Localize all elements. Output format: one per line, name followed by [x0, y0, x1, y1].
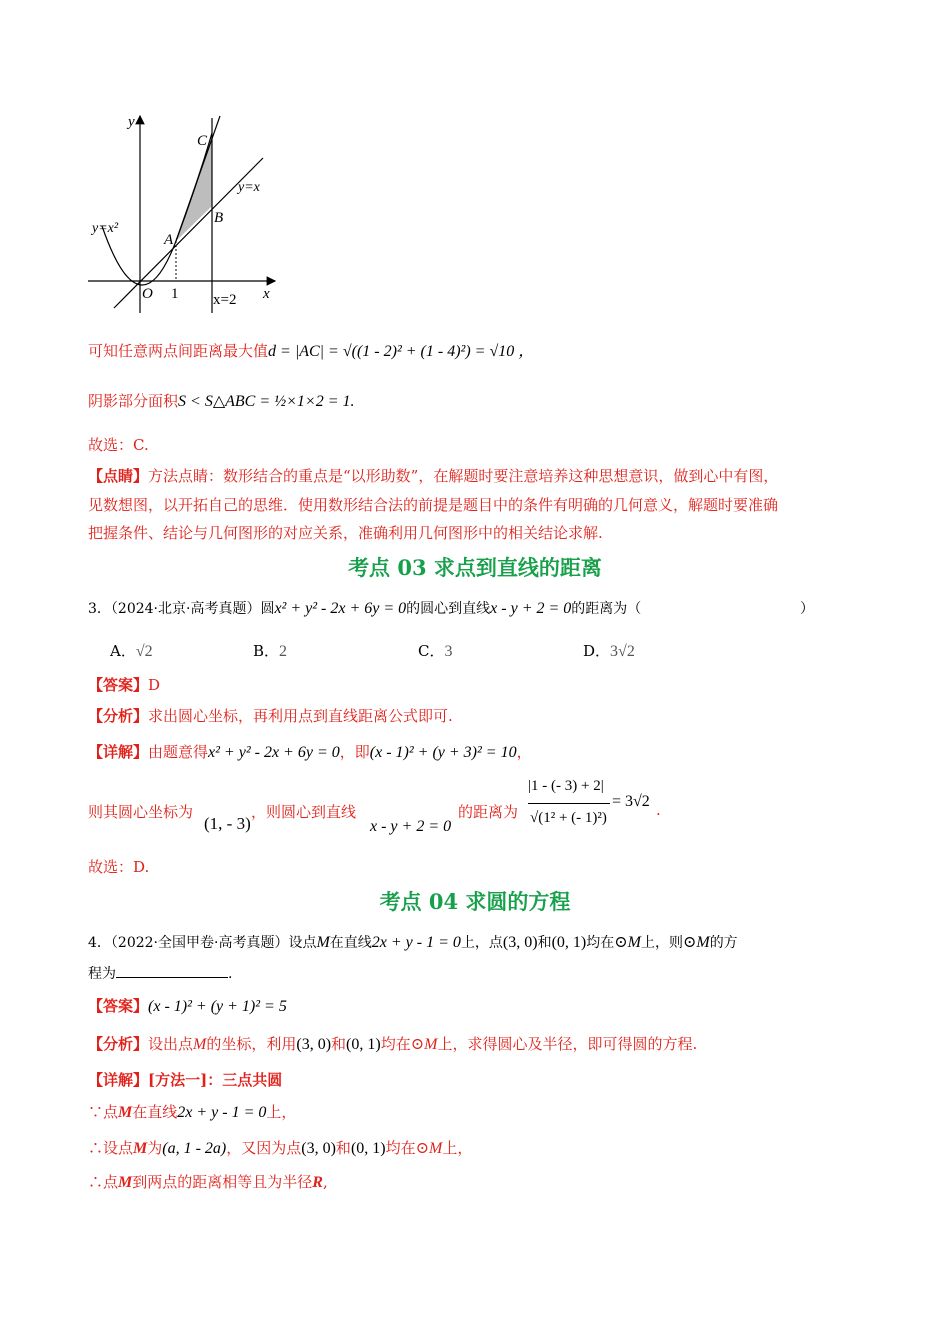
- fraction-bar: [528, 803, 610, 804]
- choice-c: 故选：C.: [88, 436, 149, 454]
- answer-blank[interactable]: [116, 963, 228, 978]
- area-line: 阴影部分面积S < S△ABC = ½×1×2 = 1.: [88, 392, 355, 410]
- tip-line-3: 把握条件、结论与几何图形的对应关系，准确利用几何图形中的相关结论求解.: [88, 524, 603, 542]
- question-4-line-2: 程为 .: [88, 963, 232, 983]
- option-b[interactable]: B．2: [253, 642, 288, 660]
- center-coords: (1, - 3): [204, 814, 251, 833]
- x-axis-label: x: [263, 286, 270, 302]
- analysis-4: 【分析】设出点M的坐标，利用(3, 0)和(0, 1)均在⊙M上，求得圆心及半径，即可得圆的方程.: [88, 1035, 698, 1053]
- distance-end: .: [656, 801, 661, 819]
- line-equation-2: x - y + 2 = 0: [370, 818, 452, 835]
- answer-4: 【答案】(x - 1)² + (y + 1)² = 5: [88, 997, 287, 1015]
- distance-text: 的距离为: [458, 803, 519, 821]
- option-a[interactable]: A．√2: [110, 642, 153, 660]
- area-formula: S < S△ABC = ½×1×2 = 1.: [178, 393, 355, 410]
- question-3: 3．（2024·北京·高考真题）圆x² + y² - 2x + 6y = 0的圆心到直线x - y + 2 = 0的距离为（: [88, 600, 642, 617]
- choice-d: 故选：D.: [88, 858, 150, 876]
- question-4: 4．（2022·全国甲卷·高考真题）设点M在直线2x + y - 1 = 0上，点(3, 0)和(0, 1)均在⊙M上，则⊙M的方: [88, 934, 738, 951]
- detail-3: 【详解】由题意得x² + y² - 2x + 6y = 0，即(x - 1)² + (y + 3)² = 10，: [88, 743, 532, 761]
- section-04-title: 考点 04 求圆的方程: [379, 889, 571, 914]
- function-graph-figure: [80, 108, 290, 318]
- analysis-3: 【分析】求出圆心坐标，再利用点到直线距离公式即可.: [88, 707, 453, 725]
- y-axis-label: y: [128, 114, 135, 130]
- tick-1-label: 1: [171, 286, 179, 302]
- answer-3: 【答案】D: [88, 676, 161, 694]
- point-b-label: B: [214, 210, 224, 226]
- max-distance-line: 可知任意两点间距离最大值d = |AC| = √((1 - 2)² + (1 - 4)²) = √10 ，: [88, 342, 535, 360]
- option-d[interactable]: D．3√2: [583, 642, 635, 660]
- step-3: ∴点M到两点的距离相等且为半径R,: [88, 1173, 328, 1191]
- tip-line-2: 见数想图，以开拓自己的思维．使用数形结合法的前提是题目中的条件有明确的几何意义，解题时要准确: [88, 496, 779, 514]
- center-b: ，则圆心到直线: [251, 803, 357, 821]
- step-1: ∵点M在直线2x + y - 1 = 0上，: [88, 1103, 297, 1121]
- point-a-label: A: [164, 232, 174, 248]
- distance-result: = 3√2: [612, 793, 650, 810]
- line-y-x-label: y=x: [238, 180, 260, 195]
- section-03-title: 考点 03 求点到直线的距离: [348, 555, 602, 580]
- parabola-label: y=x²: [92, 221, 119, 236]
- center-text: 则其圆心坐标为: [88, 803, 194, 821]
- distance-numerator: |1 - (- 3) + 2|: [528, 778, 604, 794]
- point-c-label: C: [197, 133, 208, 149]
- option-c[interactable]: C．3: [418, 642, 453, 660]
- detail-4: 【详解】[方法一]：三点共圆: [88, 1071, 283, 1089]
- step-2: ∴设点M为(a, 1 - 2a)，又因为点(3, 0)和(0, 1)均在⊙M上，: [88, 1139, 473, 1157]
- max-distance-formula: d = |AC| = √((1 - 2)² + (1 - 4)²) = √10 ，: [268, 343, 535, 360]
- distance-denominator: √(1² + (- 1)²): [530, 810, 607, 826]
- x-equals-2-label: x=2: [213, 292, 237, 308]
- tip-line-1: 【点睛】方法点睛：数形结合的重点是“以形助数”，在解题时要注意培养这种思想意识，做到心中有图，: [88, 467, 779, 485]
- origin-label: O: [142, 286, 153, 302]
- question-3-close-paren: ）: [800, 601, 814, 617]
